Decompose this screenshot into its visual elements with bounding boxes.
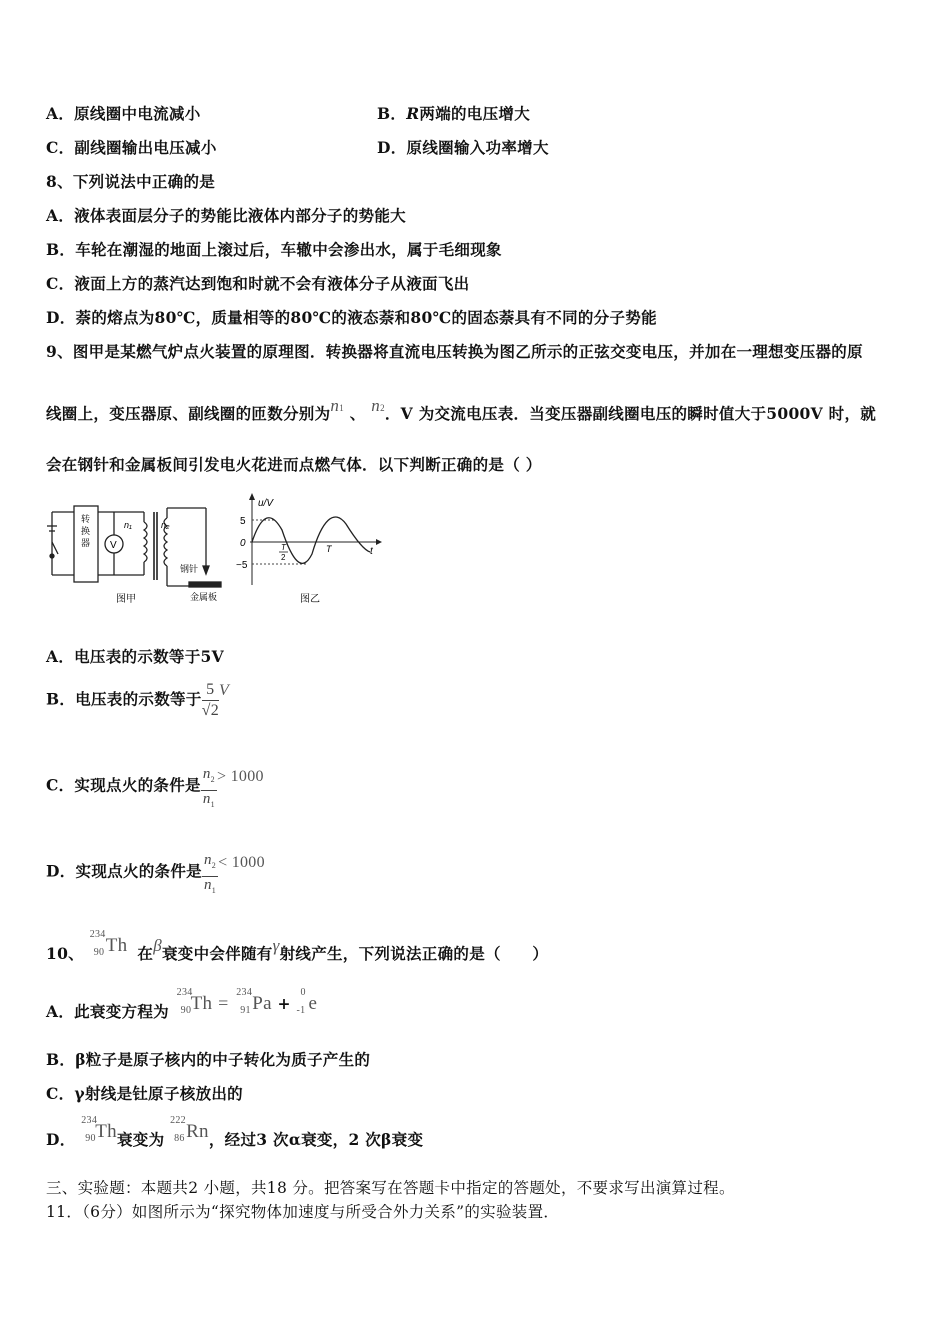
q10-stem-c: 射线产生，下列说法正确的是（ ） (279, 944, 549, 963)
q8-option-a: A．液体表面层分子的势能比液体内部分子的势能大 (46, 206, 406, 225)
converter-label-2: 换 (81, 526, 91, 536)
q8-option-d: D．萘的熔点为80℃，质量相等的80℃的液态萘和80℃的固态萘具有不同的分子势能 (46, 308, 657, 327)
q10-option-c: C．γ射线是钍原子核放出的 (46, 1084, 243, 1103)
e-mass: 0 (300, 987, 306, 998)
relation-lt: < 1000 (218, 853, 265, 871)
q10-option-a (46, 987, 318, 1023)
q9-stem-line2-b: ．V 为交流电压表．当变压器副线圈电压的瞬时值大于5000V 时，就 (384, 404, 877, 423)
q10-option-a-text: A．此衰变方程为 (46, 1002, 169, 1021)
frac-c-den-sub: 1 (210, 800, 215, 809)
frac-d-den-sub: 1 (211, 886, 217, 895)
frac-den-sqrt2: √2 (201, 702, 219, 719)
q7-option-c: C．副线圈输出电压减小 (46, 138, 217, 157)
q7-option-d: D．原线圈输入功率增大 (377, 138, 549, 157)
d-radon (170, 1115, 209, 1144)
n1-subscript: 1 (339, 403, 345, 413)
eq-th-mass: 234 (176, 987, 193, 998)
equation-thorium (176, 987, 213, 1016)
q7-option-b-r: R (406, 104, 420, 123)
q9-option-d-text: D．实现点火的条件是 (46, 861, 202, 881)
pa-mass: 234 (236, 987, 253, 998)
frac-c-den-n: n (202, 791, 211, 807)
eq-th-symbol: Th (190, 993, 213, 1014)
pa-symbol: Pa (252, 993, 272, 1014)
d-th-symbol: Th (95, 1121, 117, 1142)
q9-stem-line2-a: 线圈上，变压器原、副线圈的匝数分别为 (46, 404, 331, 423)
q9-option-a: A．电压表的示数等于5V (46, 647, 224, 666)
rn-mass: 222 (170, 1115, 186, 1126)
sine-curve (252, 517, 370, 563)
frac-d-num-sub: 2 (211, 861, 217, 870)
q10-option-d-mid: 衰变为 (116, 1130, 165, 1149)
q10-option-b: B．β粒子是原子核内的中子转化为质子产生的 (46, 1050, 371, 1069)
y-axis-label: u/V (258, 498, 274, 509)
eq-th-atomic: 90 (180, 1005, 192, 1016)
caption-left: 图甲 (116, 594, 136, 605)
thorium-nuclide (89, 929, 128, 958)
t-half-den: 2 (281, 553, 286, 562)
q7-option-a: A．原线圈中电流减小 (46, 104, 201, 123)
n1-symbol: n (330, 396, 340, 415)
unit-v: V (219, 681, 230, 699)
equation-electron (296, 987, 318, 1016)
frac-d-den-n: n (203, 877, 212, 893)
equation-protactinium (236, 987, 272, 1016)
q10-option-d-label: D． (46, 1130, 76, 1149)
t-full: T (326, 544, 332, 554)
frac-num-5: 5 (202, 680, 219, 701)
t-half-num: T (281, 543, 286, 552)
q11-stem: 11．（6分）如图所示为“探究物体加速度与所受合外力关系”的实验装置． (46, 1203, 560, 1221)
q7-option-b-text: 两端的电压增大 (419, 104, 530, 123)
d-thorium (81, 1115, 117, 1144)
q10-stem-a: 在 (137, 944, 154, 963)
q9-figure (44, 490, 384, 610)
q8-stem: 8、下列说法中正确的是 (46, 172, 216, 191)
y-tick-neg5: −5 (236, 560, 248, 571)
y-tick-0: 0 (240, 538, 246, 549)
q10-option-d (46, 1115, 424, 1151)
q9-stem-line1: 9、图甲是某燃气炉点火装置的原理图．转换器将直流电压转换为图乙所示的正弦交变电压，并加在一理想变压器的原 (46, 342, 863, 361)
q10-stem (46, 929, 549, 965)
q9-option-b (46, 680, 229, 721)
q9-option-c-text: C．实现点火的条件是 (46, 775, 201, 795)
y-tick-5: 5 (240, 516, 246, 527)
q10-stem-b: 衰变中会伴随有 (162, 944, 273, 963)
q7-option-b-label: B． (377, 104, 407, 123)
beta-symbol: β (153, 936, 162, 955)
section-3-heading: 三、实验题：本题共2 小题，共18 分。把答案写在答题卡中指定的答题处，不要求写出演算过程。 (46, 1179, 735, 1197)
caption-right: 图乙 (300, 594, 320, 605)
frac-c-num-sub: 2 (210, 775, 215, 784)
q9-stem-line2 (46, 396, 877, 424)
d-th-mass: 234 (81, 1115, 98, 1126)
primary-coil-label: n₁ (124, 520, 132, 530)
q9-separator: 、 (349, 404, 366, 423)
secondary-coil-label: n₂ (161, 520, 170, 530)
th-mass: 234 (89, 929, 106, 940)
plus-sign: + (277, 994, 291, 1013)
d-th-atomic: 90 (85, 1133, 96, 1144)
n2-subscript: 2 (380, 403, 385, 413)
t-axis-label: t (370, 546, 373, 557)
rn-atomic: 86 (174, 1133, 185, 1144)
q7-option-b (377, 102, 530, 124)
pa-atomic: 91 (240, 1005, 251, 1016)
q9-option-d (46, 850, 265, 895)
plate-label: 金属板 (190, 592, 218, 602)
n2-symbol: n (371, 396, 381, 415)
q8-option-b: B．车轮在潮湿的地面上滚过后，车辙中会渗出水，属于毛细现象 (46, 240, 502, 259)
e-symbol: e (308, 993, 318, 1014)
q8-option-c: C．液面上方的蒸汽达到饱和时就不会有液体分子从液面飞出 (46, 274, 470, 293)
th-atomic: 90 (93, 947, 105, 958)
frac-c-num-n: n (202, 766, 211, 782)
voltmeter-label: V (110, 540, 117, 551)
q10-option-d-end: ，经过3 次α衰变，2 次β衰变 (208, 1130, 424, 1149)
th-symbol: Th (105, 935, 128, 956)
q9-option-b-text: B．电压表的示数等于 (46, 689, 202, 709)
converter-label-3: 器 (81, 538, 91, 548)
q9-option-c (46, 764, 264, 809)
ignition-circuit-diagram (47, 506, 221, 587)
relation-gt: > 1000 (216, 767, 264, 785)
rn-symbol: Rn (186, 1121, 209, 1142)
gamma-symbol: γ (272, 936, 280, 955)
e-charge: -1 (296, 1005, 306, 1016)
converter-label-1: 转 (81, 514, 91, 524)
q9-stem-line3: 会在钢针和金属板间引发电火花进而点燃气体．以下判断正确的是（ ） (46, 455, 542, 474)
frac-d-num-n: n (203, 852, 212, 868)
q10-number: 10、 (46, 944, 84, 963)
needle-label: 钢针 (180, 564, 199, 574)
eq-sign: = (218, 993, 229, 1013)
